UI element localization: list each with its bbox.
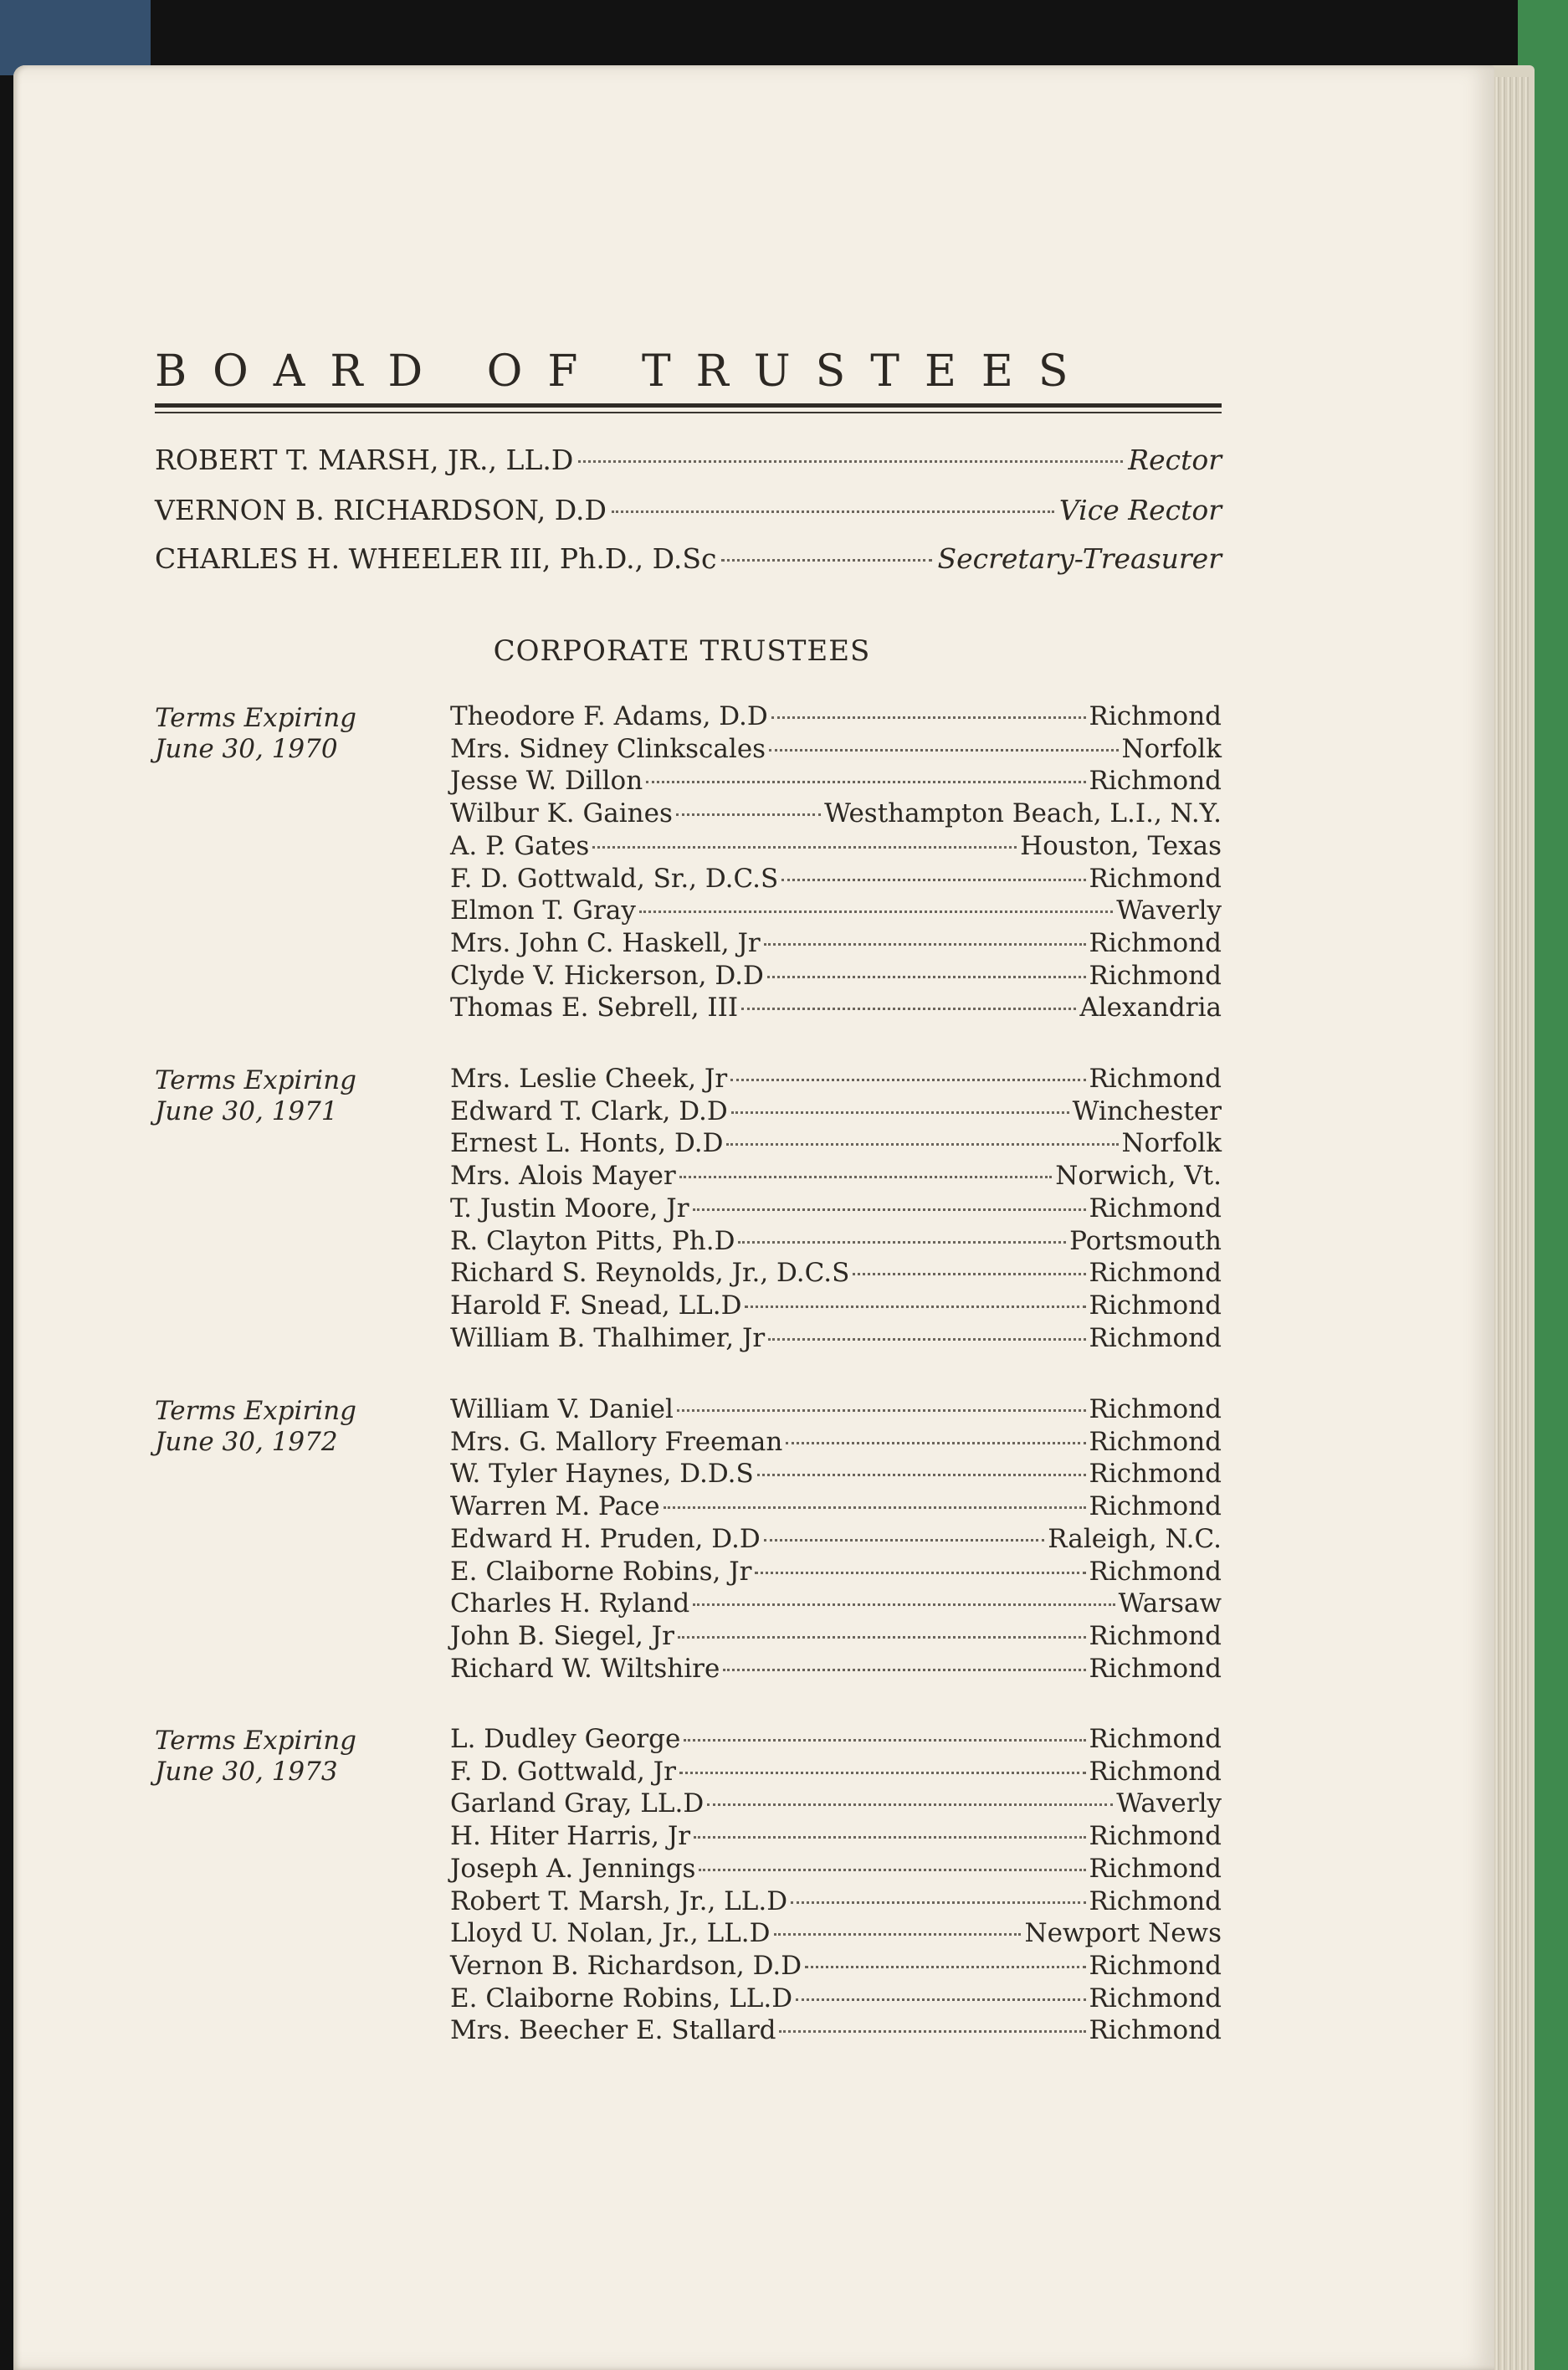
dot-leader <box>699 1869 1085 1871</box>
trustee-row <box>450 1588 1222 1620</box>
dot-leader <box>796 1998 1085 2001</box>
trustee-location: Richmond <box>1089 701 1222 731</box>
officer-row <box>155 444 1222 484</box>
trustee-location: Richmond <box>1089 1653 1222 1684</box>
term-label-line1: Terms Expiring <box>155 1726 357 1756</box>
term-label-line1: Terms Expiring <box>155 1065 357 1095</box>
trustee-row <box>450 1427 1222 1459</box>
dot-leader <box>639 911 1113 913</box>
trustee-location: Richmond <box>1089 1724 1222 1754</box>
trustee-location: Norfolk <box>1121 733 1222 764</box>
trustee-row <box>450 895 1222 927</box>
trustee-location: Warsaw <box>1118 1588 1222 1619</box>
trustee-row <box>450 734 1222 766</box>
trustee-row <box>450 2015 1222 2047</box>
trustee-name: E. Claiborne Robins, Jr <box>450 1556 752 1587</box>
trustee-name: Mrs. Beecher E. Stallard <box>450 2015 776 2046</box>
trustee-name: Elmon T. Gray <box>450 895 636 926</box>
dot-leader <box>769 749 1118 752</box>
trustee-row <box>450 1918 1222 1950</box>
trustee-name: Mrs. Alois Mayer <box>450 1161 676 1192</box>
dot-leader <box>730 1079 1085 1081</box>
trustee-location: Richmond <box>1089 1322 1222 1353</box>
trustee-name: Edward T. Clark, D.D <box>450 1095 728 1126</box>
trustee-row <box>450 1821 1222 1853</box>
dot-leader <box>768 1338 1085 1341</box>
term-label-line2: June 30, 1972 <box>155 1427 338 1457</box>
officer-name: ROBERT T. MARSH, JR., LL.D <box>155 444 574 476</box>
dot-leader <box>805 1966 1085 1968</box>
dot-leader <box>723 1669 1085 1671</box>
trustee-row <box>450 1524 1222 1556</box>
dot-leader <box>781 879 1085 881</box>
officer-row <box>155 494 1222 534</box>
trustee-location: Richmond <box>1089 927 1222 958</box>
trustee-row <box>450 1096 1222 1128</box>
trustee-location: Norfolk <box>1121 1128 1222 1159</box>
dot-leader <box>612 510 1054 513</box>
trustee-name: Wilbur K. Gaines <box>450 798 673 829</box>
dot-leader <box>745 1306 1085 1308</box>
trustee-location: Richmond <box>1089 1821 1222 1852</box>
dot-leader <box>764 943 1086 946</box>
trustee-name: R. Clayton Pitts, Ph.D <box>450 1225 735 1256</box>
trustee-location: Richmond <box>1089 1258 1222 1289</box>
trustee-location: Norwich, Vt. <box>1055 1161 1222 1192</box>
trustee-location: Richmond <box>1089 960 1222 991</box>
trustee-row <box>450 1886 1222 1918</box>
trustee-name: F. D. Gottwald, Sr., D.C.S <box>450 863 779 894</box>
trustee-row <box>450 1394 1222 1426</box>
trustee-row <box>450 1258 1222 1290</box>
trustee-row <box>450 993 1222 1024</box>
term-label-line1: Terms Expiring <box>155 703 357 733</box>
trustee-name: William B. Thalhimer, Jr <box>450 1322 766 1353</box>
trustee-name: Thomas E. Sebrell, III <box>450 993 739 1023</box>
trustee-name: Mrs. Sidney Clinkscales <box>450 733 766 764</box>
trustee-location: Richmond <box>1089 1885 1222 1916</box>
trustee-row <box>450 1161 1222 1193</box>
officer-name: VERNON B. RICHARDSON, D.D <box>155 494 607 526</box>
title-rule-thin <box>155 412 1222 413</box>
trustee-name: Edward H. Pruden, D.D <box>450 1523 761 1554</box>
trustee-row <box>450 1788 1222 1820</box>
term-label <box>155 703 356 765</box>
trustee-location: Richmond <box>1089 863 1222 894</box>
trustee-name: L. Dudley George <box>450 1724 681 1754</box>
trustee-location: Waverly <box>1116 895 1222 926</box>
trustee-name: Jesse W. Dillon <box>450 766 643 797</box>
trustee-row <box>450 1128 1222 1160</box>
dot-leader <box>679 1772 1086 1774</box>
dot-leader <box>684 1739 1085 1742</box>
trustee-location: Westhampton Beach, L.I., N.Y. <box>824 798 1222 829</box>
term-label <box>155 1726 356 1788</box>
trustee-row <box>450 1459 1222 1490</box>
trustee-name: F. D. Gottwald, Jr <box>450 1756 676 1787</box>
trustee-location: Raleigh, N.C. <box>1048 1523 1222 1554</box>
trustee-location: Richmond <box>1089 1983 1222 2013</box>
trustee-name: John B. Siegel, Jr <box>450 1620 674 1651</box>
dot-leader <box>786 1442 1085 1444</box>
trustee-location: Newport News <box>1024 1918 1222 1949</box>
trustee-name: Vernon B. Richardson, D.D <box>450 1950 802 1981</box>
trustee-row <box>450 1854 1222 1885</box>
trustee-location: Alexandria <box>1079 993 1222 1023</box>
dot-leader <box>676 813 821 816</box>
trustee-location: Richmond <box>1089 2015 1222 2046</box>
dot-leader <box>767 976 1086 978</box>
dot-leader <box>707 1803 1113 1806</box>
trustee-name: Richard S. Reynolds, Jr., D.C.S <box>450 1258 850 1289</box>
trustee-row <box>450 1983 1222 2015</box>
dot-leader <box>791 1901 1085 1904</box>
trustee-location: Richmond <box>1089 1459 1222 1490</box>
trustee-name: W. Tyler Haynes, D.D.S <box>450 1459 754 1490</box>
trustee-row <box>450 928 1222 960</box>
trustee-row <box>450 1621 1222 1653</box>
officer-name: CHARLES H. WHEELER III, Ph.D., D.Sc <box>155 542 717 575</box>
trustee-row <box>450 1757 1222 1788</box>
trustee-row <box>450 864 1222 895</box>
term-label-line2: June 30, 1970 <box>155 734 338 764</box>
trustee-location: Richmond <box>1089 1290 1222 1321</box>
officer-role: Vice Rector <box>1058 494 1222 526</box>
trustee-row <box>450 1193 1222 1225</box>
trustee-row <box>450 766 1222 798</box>
trustee-location: Richmond <box>1089 1426 1222 1457</box>
trustee-name: Mrs. John C. Haskell, Jr <box>450 927 761 958</box>
trustee-name: H. Hiter Harris, Jr <box>450 1821 691 1852</box>
trustee-name: Garland Gray, LL.D <box>450 1788 705 1819</box>
trustee-name: Robert T. Marsh, Jr., LL.D <box>450 1885 788 1916</box>
trustee-location: Richmond <box>1089 766 1222 797</box>
trustee-row <box>450 1654 1222 1685</box>
trustee-location: Waverly <box>1116 1788 1222 1819</box>
trustee-row <box>450 701 1222 733</box>
trustee-location: Richmond <box>1089 1064 1222 1094</box>
dot-leader <box>646 781 1085 783</box>
trustee-name: Lloyd U. Nolan, Jr., LL.D <box>450 1918 771 1949</box>
trustee-row <box>450 798 1222 830</box>
page-title: BOARD OF TRUSTEES <box>155 346 1094 397</box>
dot-leader <box>721 559 932 562</box>
dot-leader <box>678 1636 1086 1639</box>
dot-leader <box>679 1176 1052 1178</box>
trustee-row <box>450 961 1222 993</box>
trustee-location: Richmond <box>1089 1394 1222 1424</box>
dot-leader <box>755 1572 1085 1574</box>
trustee-row <box>450 831 1222 863</box>
trustee-name: Warren M. Pace <box>450 1491 660 1522</box>
dot-leader <box>677 1409 1086 1412</box>
dot-leader <box>741 1008 1076 1010</box>
trustee-name: A. P. Gates <box>450 830 590 861</box>
trustee-row <box>450 1491 1222 1523</box>
trustee-name: William V. Daniel <box>450 1394 674 1424</box>
trustee-name: Charles H. Ryland <box>450 1588 690 1619</box>
trustee-row <box>450 1226 1222 1258</box>
dot-leader <box>738 1241 1066 1244</box>
officer-role: Secretary-Treasurer <box>937 542 1222 575</box>
dot-leader <box>693 1603 1115 1606</box>
dot-leader <box>779 2030 1085 2033</box>
trustee-row <box>450 1290 1222 1322</box>
trustee-location: Richmond <box>1089 1756 1222 1787</box>
officer-role: Rector <box>1128 444 1222 476</box>
trustee-name: T. Justin Moore, Jr <box>450 1193 689 1223</box>
trustee-row <box>450 1064 1222 1095</box>
trustee-location: Portsmouth <box>1069 1225 1222 1256</box>
dot-leader <box>578 460 1123 463</box>
trustee-row <box>450 1323 1222 1355</box>
dot-leader <box>693 1208 1086 1211</box>
trustee-name: Clyde V. Hickerson, D.D <box>450 960 764 991</box>
trustee-name: Harold F. Snead, LL.D <box>450 1290 742 1321</box>
trustee-name: E. Claiborne Robins, LL.D <box>450 1983 793 2013</box>
trustee-row <box>450 1557 1222 1588</box>
title-rule-thick <box>155 403 1222 408</box>
dot-leader <box>694 1836 1085 1839</box>
dot-leader <box>757 1474 1086 1476</box>
dot-leader <box>592 846 1017 849</box>
dot-leader <box>764 1539 1045 1542</box>
trustee-location: Richmond <box>1089 1491 1222 1522</box>
trustee-name: Joseph A. Jennings <box>450 1853 696 1884</box>
term-label-line2: June 30, 1973 <box>155 1757 338 1787</box>
trustee-location: Houston, Texas <box>1020 830 1222 861</box>
trustee-name: Theodore F. Adams, D.D <box>450 701 768 731</box>
trustee-location: Richmond <box>1089 1556 1222 1587</box>
dot-leader <box>726 1143 1118 1146</box>
trustee-name: Mrs. Leslie Cheek, Jr <box>450 1064 728 1094</box>
trustee-name: Ernest L. Honts, D.D <box>450 1128 724 1159</box>
term-label-line2: June 30, 1971 <box>155 1096 338 1126</box>
term-label <box>155 1065 356 1127</box>
trustee-row <box>450 1951 1222 1983</box>
term-label <box>155 1396 356 1458</box>
dot-leader <box>731 1111 1069 1114</box>
dot-leader <box>853 1273 1085 1275</box>
trustee-location: Richmond <box>1089 1950 1222 1981</box>
corporate-trustees-heading: CORPORATE TRUSTEES <box>493 634 871 668</box>
trustee-name: Mrs. G. Mallory Freeman <box>450 1426 783 1457</box>
dot-leader <box>664 1506 1086 1509</box>
trustee-location: Winchester <box>1072 1095 1222 1126</box>
trustee-location: Richmond <box>1089 1193 1222 1223</box>
trustee-name: Richard W. Wiltshire <box>450 1653 720 1684</box>
term-label-line1: Terms Expiring <box>155 1396 357 1426</box>
trustee-location: Richmond <box>1089 1620 1222 1651</box>
trustee-row <box>450 1724 1222 1756</box>
dot-leader <box>771 716 1086 719</box>
officer-row <box>155 542 1222 582</box>
trustee-location: Richmond <box>1089 1853 1222 1884</box>
dot-leader <box>774 1933 1022 1936</box>
